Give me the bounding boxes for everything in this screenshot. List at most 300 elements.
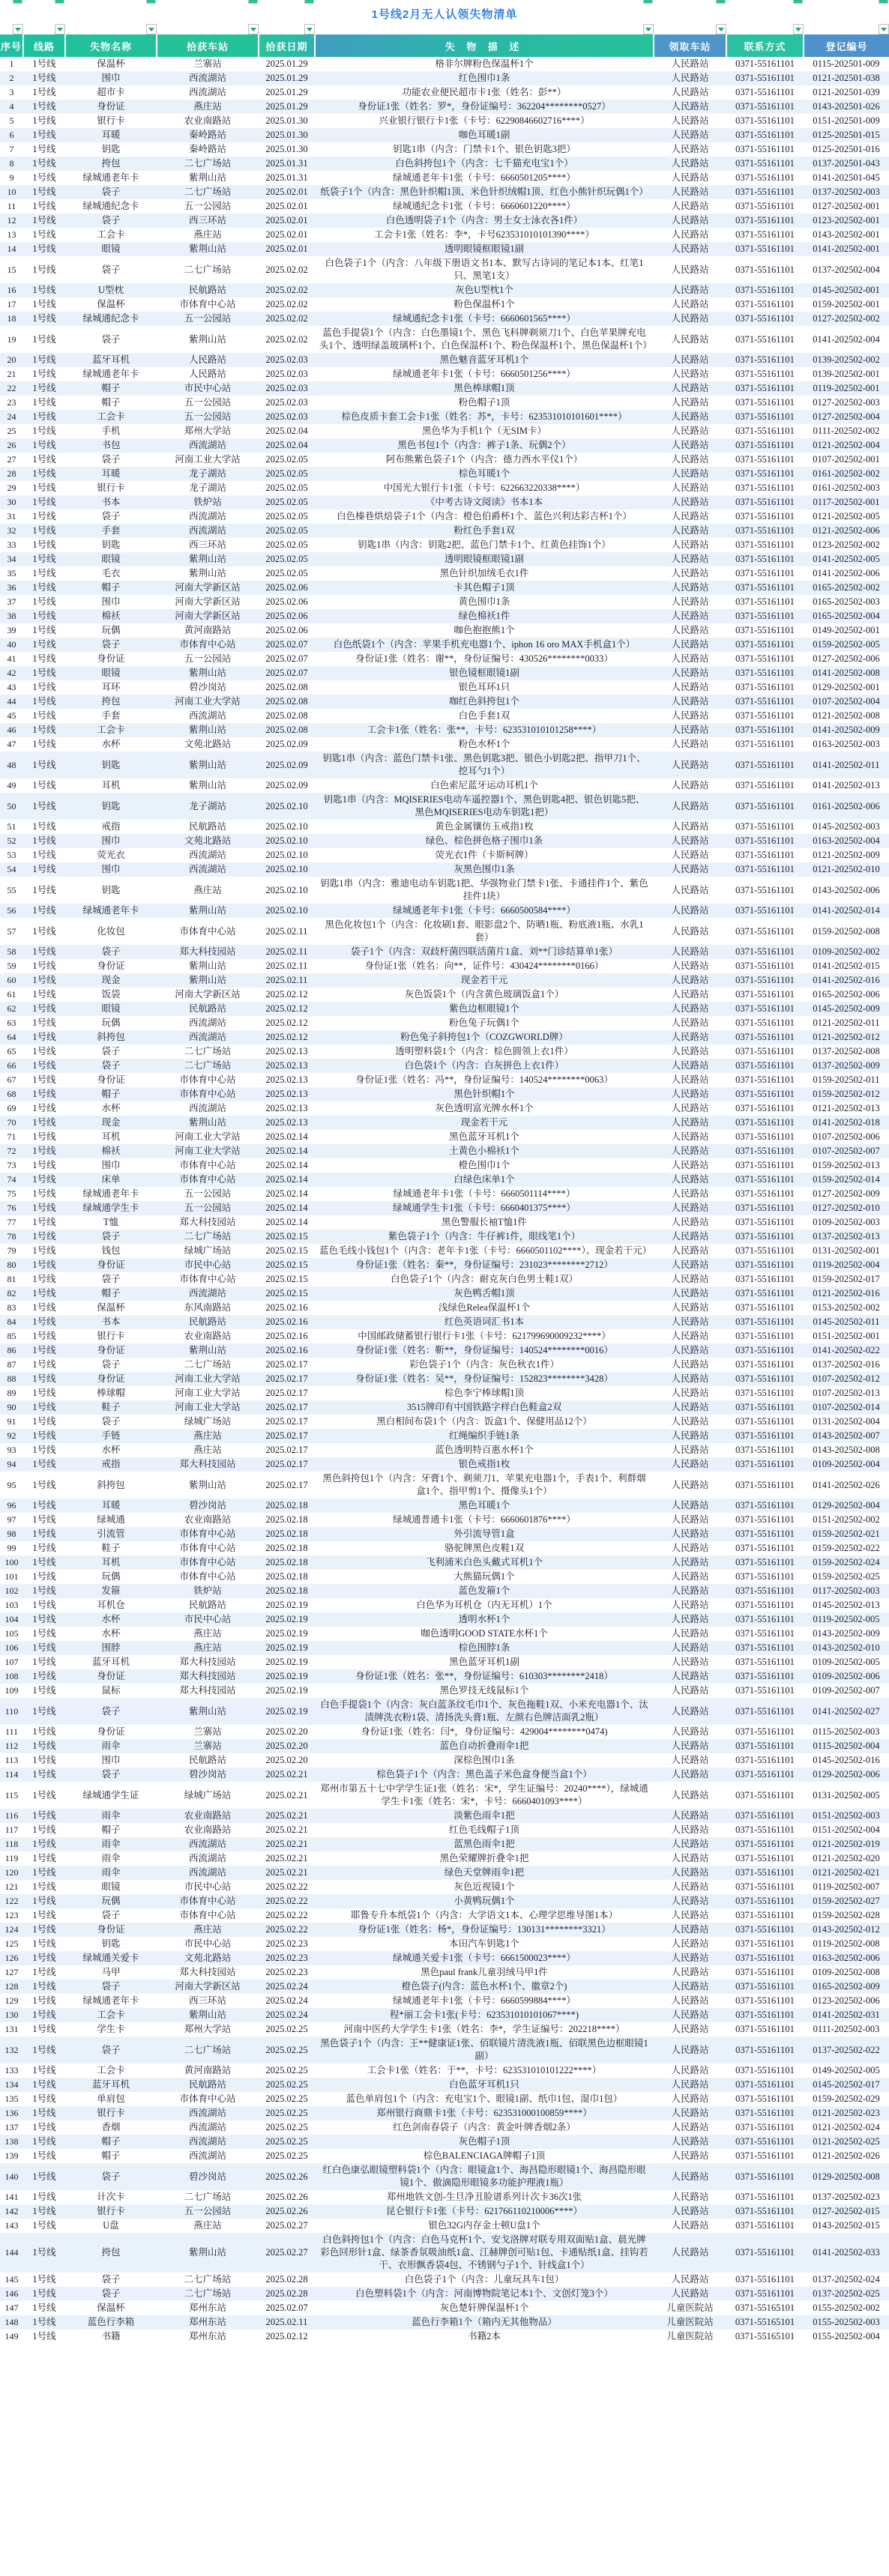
cell-contact: 0371-55161101 — [726, 2190, 804, 2204]
lost-items-table — [0, 34, 889, 2344]
cell-no: 69 — [0, 1101, 23, 1116]
cell-line: 1号线 — [23, 2078, 65, 2092]
cell-contact: 0371-55161101 — [726, 1880, 804, 1894]
cell-contact: 0371-55161101 — [726, 723, 804, 737]
cell-reg-no: 0109-202502-005 — [804, 1655, 889, 1669]
cell-description: 白色华为耳机仓（内无耳机）1个 — [315, 1598, 654, 1612]
cell-contact: 0371-55161101 — [726, 1187, 804, 1201]
cell-name: 单肩包 — [65, 2092, 157, 2106]
cell-line: 1号线 — [23, 242, 65, 256]
cell-line: 1号线 — [23, 2273, 65, 2287]
cell-pickup-date: 2025.02.10 — [259, 877, 315, 904]
cell-claim-station: 人民路站 — [654, 283, 726, 297]
cell-reg-no: 0143-202501-026 — [804, 100, 889, 114]
table-row — [0, 862, 889, 877]
table-row — [0, 1287, 889, 1301]
cell-reg-no: 0121-202502-005 — [804, 510, 889, 524]
column-header-name: 失物名称 — [65, 34, 157, 57]
cell-description: 工会卡1张（姓名：于**，卡号：623531010101222****） — [315, 2063, 654, 2078]
cell-description: 灰色透明富光牌水杯1个 — [315, 1101, 654, 1116]
cell-no: 18 — [0, 312, 23, 326]
cell-pickup-station: 农业南路站 — [157, 1823, 259, 1837]
cell-pickup-date: 2025.02.06 — [259, 609, 315, 623]
cell-line: 1号线 — [23, 396, 65, 410]
cell-name: 耳机仓 — [65, 1598, 157, 1612]
cell-reg-no: 0121-202502-011 — [804, 1016, 889, 1030]
cell-description: 绿城通关爱卡1张（卡号：6661500023****） — [315, 1951, 654, 1965]
cell-name: 袋子 — [65, 2163, 157, 2190]
table-row — [0, 1584, 889, 1598]
cell-contact: 0371-55161101 — [726, 680, 804, 695]
cell-contact: 0371-55161101 — [726, 1866, 804, 1880]
cell-description: 咖色透明GOOD STATE水杯1个 — [315, 1627, 654, 1641]
filter-arrow-icon — [57, 28, 63, 31]
cell-contact: 0371-55161101 — [726, 283, 804, 297]
cell-reg-no: 0121-202502-012 — [804, 1030, 889, 1044]
cell-claim-station: 人民路站 — [654, 1101, 726, 1116]
cell-no: 79 — [0, 1244, 23, 1258]
cell-pickup-date: 2025.02.15 — [259, 1244, 315, 1258]
cell-description: 紫色袋子1个（内含：牛仔裤1件，眼线笔1个） — [315, 1230, 654, 1244]
cell-name: 马甲 — [65, 1965, 157, 1980]
table-row — [0, 2063, 889, 2078]
cell-reg-no: 0107-202502-013 — [804, 1386, 889, 1400]
table-row — [0, 199, 889, 214]
cell-reg-no: 0159-202502-005 — [804, 638, 889, 652]
filter-dropdown-button-line[interactable] — [55, 24, 65, 34]
cell-claim-station: 人民路站 — [654, 1315, 726, 1329]
cell-line: 1号线 — [23, 2287, 65, 2301]
cell-no: 114 — [0, 1768, 23, 1782]
cell-claim-station: 人民路站 — [654, 2204, 726, 2219]
cell-claim-station: 人民路站 — [654, 1937, 726, 1951]
filter-arrow-icon — [718, 28, 724, 31]
cell-no: 104 — [0, 1612, 23, 1627]
cell-description: 绿城通学生卡1张（卡号：6660401375****） — [315, 1201, 654, 1215]
cell-name: 身份证 — [65, 100, 157, 114]
cell-claim-station: 人民路站 — [654, 353, 726, 367]
cell-name: 身份证 — [65, 1923, 157, 1937]
cell-line: 1号线 — [23, 1287, 65, 1301]
cell-pickup-station: 黄河南路站 — [157, 623, 259, 638]
cell-line: 1号线 — [23, 85, 65, 100]
cell-pickup-date: 2025.02.06 — [259, 623, 315, 638]
cell-reg-no: 0141-202502-014 — [804, 904, 889, 918]
table-row — [0, 1541, 889, 1555]
table-row — [0, 2078, 889, 2092]
cell-pickup-station: 市民中心站 — [157, 1258, 259, 1272]
cell-claim-station: 人民路站 — [654, 538, 726, 552]
cell-pickup-date: 2025.02.17 — [259, 1443, 315, 1457]
cell-reg-no: 0129-202502-001 — [804, 680, 889, 695]
cell-name: 帽子 — [65, 1287, 157, 1301]
cell-reg-no: 0141-202502-004 — [804, 326, 889, 353]
cell-reg-no: 0159-202502-025 — [804, 1570, 889, 1584]
cell-name: 帽子 — [65, 1087, 157, 1101]
cell-description: 昆仑银行卡1张（卡号：621766110210006****） — [315, 2204, 654, 2219]
cell-claim-station: 人民路站 — [654, 1627, 726, 1641]
cell-contact: 0371-55161101 — [726, 1287, 804, 1301]
cell-claim-station: 人民路站 — [654, 1725, 726, 1739]
cell-pickup-date: 2025.02.19 — [259, 1669, 315, 1684]
cell-pickup-station: 文苑北路站 — [157, 834, 259, 848]
cell-no: 52 — [0, 834, 23, 848]
filter-dropdown-button-contact[interactable] — [793, 24, 804, 34]
cell-reg-no: 0127-202502-004 — [804, 410, 889, 424]
cell-claim-station: 人民路站 — [654, 973, 726, 988]
table-row — [0, 453, 889, 467]
filter-arrow-icon — [795, 28, 801, 31]
column-header-line: 线路 — [23, 34, 65, 57]
cell-line: 1号线 — [23, 1570, 65, 1584]
cell-claim-station: 人民路站 — [654, 1837, 726, 1851]
cell-name: 围脖 — [65, 1641, 157, 1655]
cell-pickup-station: 郑州大学站 — [157, 2022, 259, 2037]
cell-no: 86 — [0, 1343, 23, 1358]
cell-pickup-date: 2025.01.29 — [259, 85, 315, 100]
cell-claim-station: 人民路站 — [654, 297, 726, 312]
cell-no: 77 — [0, 1215, 23, 1230]
cell-contact: 0371-55161101 — [726, 2135, 804, 2149]
cell-line: 1号线 — [23, 1753, 65, 1768]
cell-reg-no: 0165-202502-004 — [804, 609, 889, 623]
cell-no: 9 — [0, 171, 23, 185]
cell-description: 紫色边框眼镜1个 — [315, 1002, 654, 1016]
cell-claim-station: 人民路站 — [654, 566, 726, 581]
cell-reg-no: 0137-202501-043 — [804, 157, 889, 171]
cell-contact: 0371-55161101 — [726, 752, 804, 778]
cell-contact: 0371-55161101 — [726, 228, 804, 242]
table-row — [0, 57, 889, 71]
cell-reg-no: 0125-202501-016 — [804, 142, 889, 157]
cell-claim-station: 人民路站 — [654, 723, 726, 737]
table-row — [0, 1951, 889, 1965]
filter-dropdown-button-description[interactable] — [643, 24, 654, 34]
cell-pickup-date: 2025.02.17 — [259, 1457, 315, 1472]
cell-reg-no: 0145-202502-009 — [804, 1002, 889, 1016]
cell-pickup-station: 郑大科技园站 — [157, 1457, 259, 1472]
cell-contact: 0371-55161101 — [726, 1598, 804, 1612]
cell-description: 黑色袋子1个（内含：王**健康证1张、佰联镜片清洗液1瓶、佰联黑色边框眼镜1副） — [315, 2037, 654, 2063]
table-row — [0, 666, 889, 680]
cell-reg-no: 0109-202502-008 — [804, 1965, 889, 1980]
cell-reg-no: 0115-202502-004 — [804, 1739, 889, 1753]
cell-claim-station: 人民路站 — [654, 918, 726, 945]
cell-description: 白色塑料袋1个（内含：河南博物院笔记本1个、文创灯笼3个） — [315, 2287, 654, 2301]
cell-pickup-date: 2025.02.24 — [259, 1994, 315, 2008]
cell-no: 59 — [0, 959, 23, 973]
cell-description: 河南中医药大学学生卡1张（姓名：李*，学生证编号：202218****） — [315, 2022, 654, 2037]
cell-name: 帽子 — [65, 581, 157, 595]
cell-name: 袋子 — [65, 945, 157, 959]
table-row — [0, 438, 889, 453]
cell-no: 87 — [0, 1358, 23, 1372]
cell-no: 111 — [0, 1725, 23, 1739]
filter-dropdown-button-claim-station[interactable] — [716, 24, 726, 34]
filter-arrow-icon — [15, 28, 21, 31]
cell-name: 帽子 — [65, 2149, 157, 2163]
cell-description: 荧光衣1件（卡斯柯牌） — [315, 848, 654, 862]
cell-pickup-date: 2025.02.02 — [259, 312, 315, 326]
cell-claim-station: 人民路站 — [654, 1002, 726, 1016]
cell-line: 1号线 — [23, 326, 65, 353]
cell-description: 钥匙1串（内含：MQISERIES电动车遥控器1个、黑色钥匙4把、银色钥匙5把、黑色MQISERIES电动车钥匙1把） — [315, 793, 654, 820]
cell-claim-station: 人民路站 — [654, 1258, 726, 1272]
cell-claim-station: 人民路站 — [654, 1187, 726, 1201]
cell-pickup-station: 西三环站 — [157, 1994, 259, 2008]
cell-pickup-date: 2025.02.13 — [259, 1101, 315, 1116]
cell-reg-no: 0159-202502-008 — [804, 918, 889, 945]
cell-description: 土黄色小棉袄1个 — [315, 1144, 654, 1158]
cell-reg-no: 0141-202502-026 — [804, 1472, 889, 1499]
cell-name: 雨伞 — [65, 1809, 157, 1823]
cell-pickup-station: 西流湖站 — [157, 1837, 259, 1851]
table-row — [0, 2008, 889, 2022]
cell-pickup-date: 2025.02.17 — [259, 1472, 315, 1499]
cell-contact: 0371-55161101 — [726, 1144, 804, 1158]
cell-name: 书籍 — [65, 2329, 157, 2344]
cell-no: 43 — [0, 680, 23, 695]
cell-pickup-station: 五一公园站 — [157, 410, 259, 424]
cell-contact: 0371-55165101 — [726, 2329, 804, 2344]
cell-no: 89 — [0, 1386, 23, 1400]
cell-pickup-station: 郑大科技园站 — [157, 1215, 259, 1230]
cell-line: 1号线 — [23, 1555, 65, 1570]
cell-line: 1号线 — [23, 1655, 65, 1669]
cell-pickup-date: 2025.02.04 — [259, 438, 315, 453]
cell-description: 黑色罗技无线鼠标1个 — [315, 1684, 654, 1698]
cell-pickup-date: 2025.02.05 — [259, 467, 315, 481]
cell-pickup-station: 农业南路站 — [157, 1329, 259, 1343]
cell-line: 1号线 — [23, 1158, 65, 1173]
cell-pickup-station: 紫荆山站 — [157, 171, 259, 185]
table-row — [0, 1513, 889, 1527]
cell-description: 粉色保温杯1个 — [315, 297, 654, 312]
cell-reg-no: 0119-202502-004 — [804, 1258, 889, 1272]
cell-contact: 0371-55161101 — [726, 2273, 804, 2287]
cell-pickup-station: 文苑北路站 — [157, 737, 259, 752]
cell-pickup-station: 五一公园站 — [157, 1187, 259, 1201]
cell-reg-no: 0121-202502-016 — [804, 1287, 889, 1301]
cell-description: 黑色针织帽1个 — [315, 1087, 654, 1101]
cell-contact: 0371-55161101 — [726, 1087, 804, 1101]
cell-reg-no: 0165-202502-006 — [804, 988, 889, 1002]
cell-pickup-station: 碧沙岗站 — [157, 2163, 259, 2190]
cell-contact: 0371-55161101 — [726, 945, 804, 959]
cell-reg-no: 0107-202502-012 — [804, 1372, 889, 1386]
cell-line: 1号线 — [23, 2149, 65, 2163]
cell-claim-station: 人民路站 — [654, 1358, 726, 1372]
table-row — [0, 510, 889, 524]
cell-name: 棉袄 — [65, 1144, 157, 1158]
cell-contact: 0371-55161101 — [726, 1768, 804, 1782]
cell-contact: 0371-55161101 — [726, 666, 804, 680]
cell-reg-no: 0121-202502-010 — [804, 862, 889, 877]
cell-name: 保温杯 — [65, 2301, 157, 2315]
cell-line: 1号线 — [23, 1343, 65, 1358]
table-row — [0, 1358, 889, 1372]
cell-no: 92 — [0, 1429, 23, 1443]
cell-contact: 0371-55161101 — [726, 778, 804, 793]
cell-reg-no: 0131-202502-001 — [804, 1244, 889, 1258]
cell-reg-no: 0119-202502-007 — [804, 1880, 889, 1894]
cell-pickup-date: 2025.02.13 — [259, 1087, 315, 1101]
cell-claim-station: 人民路站 — [654, 1851, 726, 1866]
cell-pickup-date: 2025.02.14 — [259, 1144, 315, 1158]
cell-name: 眼镜 — [65, 666, 157, 680]
cell-description: 白绿色床单1个 — [315, 1173, 654, 1187]
cell-pickup-station: 民航路站 — [157, 1002, 259, 1016]
cell-pickup-date: 2025.02.13 — [259, 1044, 315, 1059]
cell-pickup-date: 2025.02.05 — [259, 552, 315, 566]
cell-pickup-station: 燕庄站 — [157, 1641, 259, 1655]
cell-line: 1号线 — [23, 1837, 65, 1851]
cell-no: 70 — [0, 1116, 23, 1130]
cell-line: 1号线 — [23, 2329, 65, 2344]
cell-contact: 0371-55161101 — [726, 242, 804, 256]
cell-reg-no: 0149-202502-005 — [804, 2063, 889, 2078]
cell-reg-no: 0121-202502-019 — [804, 1837, 889, 1851]
cell-no: 38 — [0, 609, 23, 623]
cell-no: 110 — [0, 1698, 23, 1725]
cell-claim-station: 人民路站 — [654, 467, 726, 481]
table-row — [0, 85, 889, 100]
cell-pickup-date: 2025.02.03 — [259, 381, 315, 396]
cell-description: 蓝色发箍1个 — [315, 1584, 654, 1598]
cell-reg-no: 0141-202502-008 — [804, 666, 889, 680]
cell-reg-no: 0141-202502-006 — [804, 566, 889, 581]
cell-contact: 0371-55161101 — [726, 481, 804, 495]
cell-claim-station: 人民路站 — [654, 1809, 726, 1823]
cell-line: 1号线 — [23, 1823, 65, 1837]
filter-dropdown-button-reg-no[interactable] — [879, 24, 889, 34]
cell-pickup-station: 兰寨站 — [157, 1739, 259, 1753]
cell-name: 身份证 — [65, 1073, 157, 1087]
cell-pickup-station: 五一公园站 — [157, 1201, 259, 1215]
cell-pickup-station: 市体育中心站 — [157, 1527, 259, 1541]
cell-pickup-station: 碧沙岗站 — [157, 1499, 259, 1513]
cell-no: 137 — [0, 2120, 23, 2135]
cell-line: 1号线 — [23, 1937, 65, 1951]
cell-contact: 0371-55161101 — [726, 1725, 804, 1739]
filter-dropdown-button-no[interactable] — [13, 24, 23, 34]
cell-reg-no: 0159-202502-012 — [804, 1087, 889, 1101]
table-row — [0, 1002, 889, 1016]
cell-pickup-date: 2025.02.01 — [259, 185, 315, 199]
cell-pickup-date: 2025.02.01 — [259, 228, 315, 242]
cell-name: 计次卡 — [65, 2190, 157, 2204]
cell-reg-no: 0141-202502-005 — [804, 552, 889, 566]
filter-dropdown-button-pickup-station[interactable] — [248, 24, 259, 34]
cell-pickup-date: 2025.02.02 — [259, 283, 315, 297]
table-row — [0, 1158, 889, 1173]
cell-description: 身份证1张（姓名：吴**，身份证编号：152823********3428） — [315, 1372, 654, 1386]
cell-line: 1号线 — [23, 1965, 65, 1980]
cell-no: 138 — [0, 2135, 23, 2149]
cell-contact: 0371-55161101 — [726, 453, 804, 467]
cell-name: 绿城通关爱卡 — [65, 1951, 157, 1965]
table-row — [0, 1173, 889, 1187]
table-row — [0, 1130, 889, 1144]
cell-no: 148 — [0, 2315, 23, 2329]
cell-name: 蓝色行李箱 — [65, 2315, 157, 2329]
cell-claim-station: 人民路站 — [654, 1555, 726, 1570]
table-row — [0, 1851, 889, 1866]
cell-pickup-date: 2025.02.11 — [259, 973, 315, 988]
cell-pickup-date: 2025.02.25 — [259, 2149, 315, 2163]
cell-no: 101 — [0, 1570, 23, 1584]
cell-description: 程*丽工会卡1张(卡号：623531010101067****) — [315, 2008, 654, 2022]
cell-reg-no: 0159-202502-022 — [804, 1541, 889, 1555]
cell-name: 荧光衣 — [65, 848, 157, 862]
cell-description: 灰黑色围巾1条 — [315, 862, 654, 877]
cell-contact: 0371-55161101 — [726, 1315, 804, 1329]
cell-line: 1号线 — [23, 1016, 65, 1030]
cell-claim-station: 人民路站 — [654, 1698, 726, 1725]
cell-reg-no: 0145-202502-016 — [804, 1753, 889, 1768]
table-row — [0, 793, 889, 820]
cell-reg-no: 0139-202502-002 — [804, 353, 889, 367]
cell-description: 蓝色行李箱1个（箱内无其他物品） — [315, 2315, 654, 2329]
cell-name: 袋子 — [65, 1415, 157, 1429]
cell-pickup-date: 2025.02.11 — [259, 918, 315, 945]
cell-pickup-date: 2025.02.19 — [259, 1655, 315, 1669]
cell-line: 1号线 — [23, 1272, 65, 1287]
cell-line: 1号线 — [23, 297, 65, 312]
cell-no: 91 — [0, 1415, 23, 1429]
cell-description: 郑州市第五十七中学学生证1张（姓名：宋*，学生证编号：20240****），绿城通学生卡1张（姓名：宋*，卡号：6660401093****） — [315, 1782, 654, 1809]
cell-no: 146 — [0, 2287, 23, 2301]
cell-claim-station: 人民路站 — [654, 1908, 726, 1923]
cell-description: 灰色饭袋1个（内含黄色玻璃饭盒1个） — [315, 988, 654, 1002]
cell-line: 1号线 — [23, 1173, 65, 1187]
cell-description: 白色斜挎包1个（内含：白色马克杯1个、安戈洛牌对联专用双面贴1盒、晨光牌彩色回形针1盒、绿茶香氛吸油纸1盒、江赫牌创可贴1包、卡通贴纸1盒、挂钩若干、衣形飘香袋4包、不锈钢勺子1个、针线盒1个） — [315, 2233, 654, 2273]
table-row — [0, 2037, 889, 2063]
cell-pickup-date: 2025.02.04 — [259, 424, 315, 438]
cell-line: 1号线 — [23, 1880, 65, 1894]
cell-reg-no: 0127-202502-010 — [804, 1201, 889, 1215]
cell-description: 黑色斜挎包1个（内含：牙膏1个、剃须刀1、苹果充电器1个，手表1个、利群烟盒1个、指甲剪1个、摄像头1个） — [315, 1472, 654, 1499]
column-header-contact: 联系方式 — [726, 34, 804, 57]
cell-no: 125 — [0, 1937, 23, 1951]
cell-contact: 0371-55161101 — [726, 1923, 804, 1937]
cell-reg-no: 0143-202502-007 — [804, 1429, 889, 1443]
table-row — [0, 312, 889, 326]
cell-name: 围巾 — [65, 834, 157, 848]
table-row — [0, 381, 889, 396]
cell-description: 粉色帽子1顶 — [315, 396, 654, 410]
cell-claim-station: 人民路站 — [654, 410, 726, 424]
cell-name: 袋子 — [65, 510, 157, 524]
table-row — [0, 1655, 889, 1669]
cell-reg-no: 0143-202502-015 — [804, 2219, 889, 2233]
cell-claim-station: 人民路站 — [654, 1527, 726, 1541]
filter-dropdown-button-pickup-date[interactable] — [304, 24, 315, 34]
table-row — [0, 1272, 889, 1287]
filter-dropdown-button-name[interactable] — [146, 24, 157, 34]
cell-name: 袋子 — [65, 2287, 157, 2301]
cell-pickup-date: 2025.02.14 — [259, 1215, 315, 1230]
cell-contact: 0371-55161101 — [726, 566, 804, 581]
cell-contact: 0371-55161101 — [726, 381, 804, 396]
table-row — [0, 2135, 889, 2149]
cell-reg-no: 0141-202502-022 — [804, 1343, 889, 1358]
table-row — [0, 128, 889, 142]
cell-claim-station: 人民路站 — [654, 1201, 726, 1215]
cell-claim-station: 人民路站 — [654, 1016, 726, 1030]
cell-pickup-date: 2025.02.12 — [259, 988, 315, 1002]
cell-name: 身份证 — [65, 652, 157, 666]
